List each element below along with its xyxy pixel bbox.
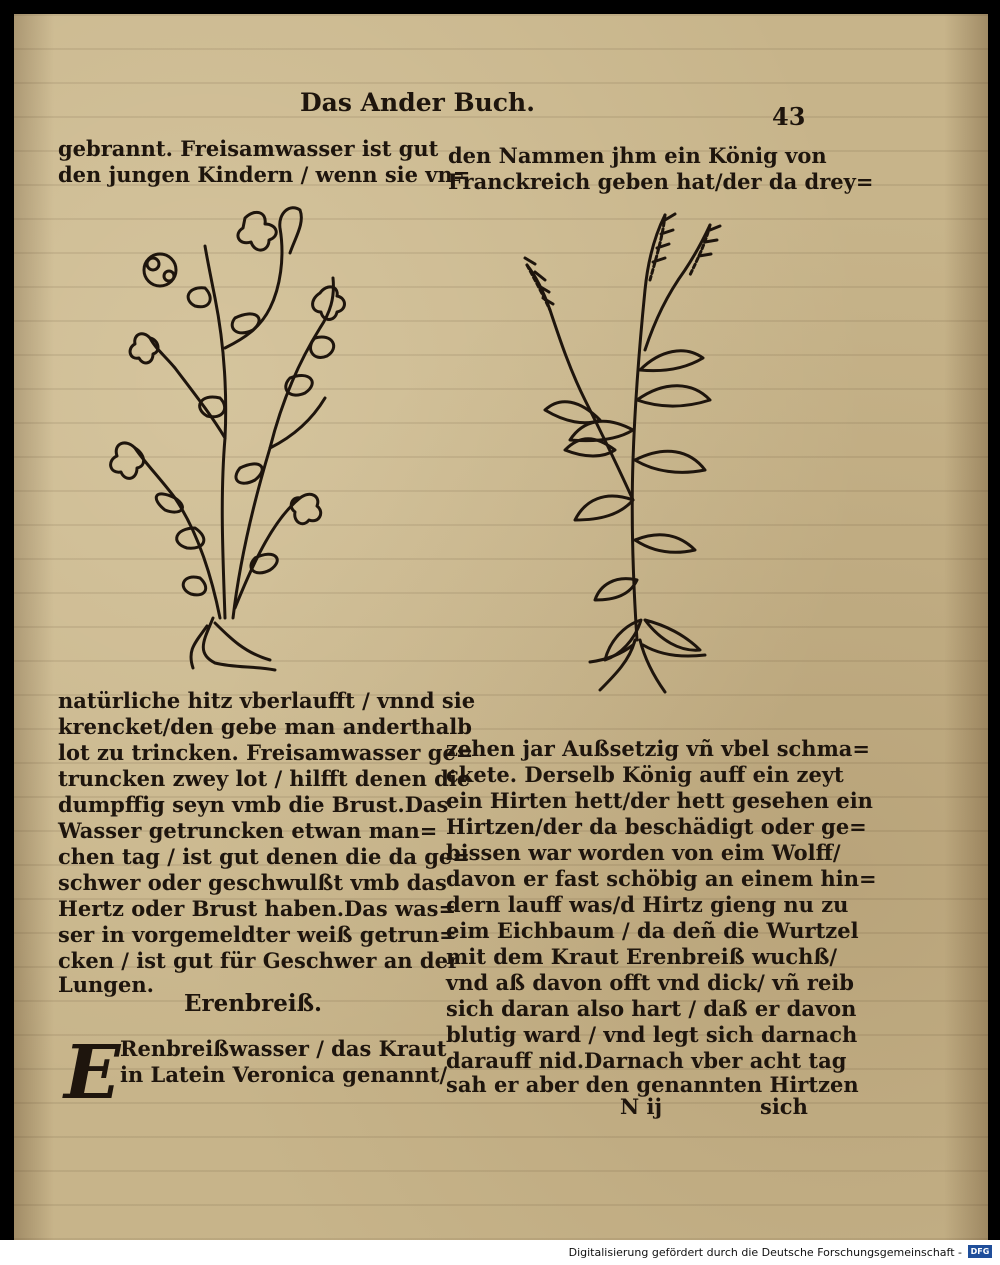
right-text-line: Hirtzen/der da beschädigt oder ge=	[446, 814, 867, 839]
right-text-line: zehen jar Außsetzig vñ vbel schma=	[446, 736, 870, 761]
left-text-line: truncken zwey lot / hilfft denen die	[58, 766, 471, 791]
right-text-line: darauff nid.Darnach vber acht tag	[446, 1048, 847, 1073]
right-text-line: eim Eichbaum / da deñ die Wurtzel	[446, 918, 859, 943]
signature-mark: N ij	[620, 1094, 663, 1119]
right-text-line: den Nammen jhm ein König von	[448, 143, 827, 168]
left-text-line: dumpffig seyn vmb die Brust.Das	[58, 792, 449, 817]
right-text-line: davon er fast schöbig an einem hin=	[446, 866, 877, 891]
left-text-line: krencket/den gebe man anderthalb	[58, 714, 472, 739]
left-text-line: lot zu trincken. Freisamwasser ge=	[58, 740, 474, 765]
left-text-line: Hertz oder Brust haben.Das was=	[58, 896, 457, 921]
right-text-line: bissen war worden von eim Wolff/	[446, 840, 841, 865]
catchword: sich	[760, 1094, 808, 1119]
funding-notice: Digitalisierung gefördert durch die Deutsche Forschungsgemeinschaft -	[568, 1246, 962, 1259]
left-text-line: Lungen.	[58, 972, 154, 997]
dfg-logo: DFG	[968, 1245, 992, 1258]
page-number: 43	[772, 102, 806, 131]
right-text-line: sich daran also hart / daß er davon	[446, 996, 857, 1021]
right-text-line: dern lauff was/d Hirtz gieng nu zu	[446, 892, 849, 917]
running-head: Das Ander Buch.	[300, 88, 535, 117]
right-text-line: Franckreich geben hat/der da drey=	[448, 169, 874, 194]
left-text-line: Wasser getruncken etwan man=	[58, 818, 438, 843]
left-text-line: chen tag / ist gut denen die da ge=	[58, 844, 470, 869]
section-heading: Erenbreiß.	[184, 990, 323, 1017]
right-text-line: ein Hirten hett/der hett gesehen ein	[446, 788, 873, 813]
viola-woodcut-icon	[95, 198, 355, 678]
left-text-line: natürliche hitz vberlaufft / vnnd sie	[58, 688, 476, 713]
footer-bar	[0, 1240, 1000, 1265]
right-text-line: blutig ward / vnd legt sich darnach	[446, 1022, 858, 1047]
left-text-line: gebrannt. Freisamwasser ist gut	[58, 136, 439, 161]
dropcap-initial: E	[64, 1030, 121, 1116]
left-text-line: schwer oder geschwulßt vmb das	[58, 870, 447, 895]
left-text-line: in Latein Veronica genannt/	[120, 1062, 448, 1087]
left-text-line: ser in vorgemeldter weiß getrun=	[58, 922, 457, 947]
right-text-line: vnd aß davon offt vnd dick/ vñ reib	[446, 970, 854, 995]
left-text-line: Renbreißwasser / das Kraut	[120, 1036, 447, 1061]
left-text-line: cken / ist gut für Geschwer an der	[58, 948, 459, 973]
left-text-line: den jungen Kindern / wenn sie vn=	[58, 162, 471, 187]
right-text-line: ckete. Derselb König auff ein zeyt	[446, 762, 844, 787]
right-text-line: sah er aber den genannten Hirtzen	[446, 1072, 859, 1097]
right-text-line: mit dem Kraut Erenbreiß wuchß/	[446, 944, 838, 969]
veronica-woodcut-icon	[505, 200, 745, 700]
